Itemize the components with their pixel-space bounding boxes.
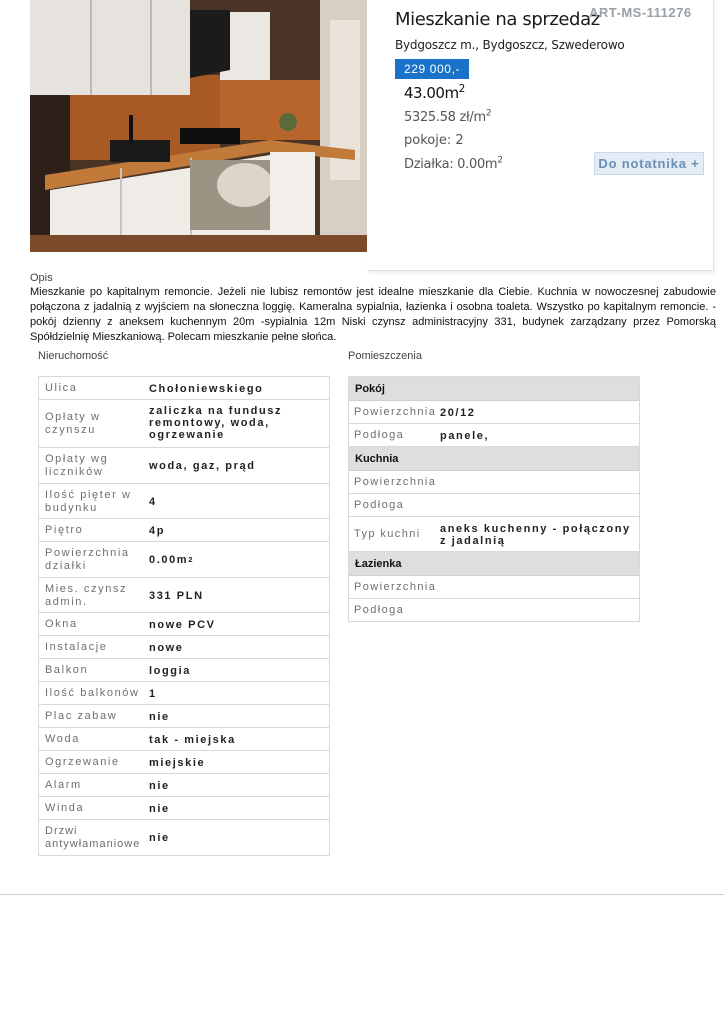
table-row xyxy=(349,401,639,424)
table-row xyxy=(349,599,639,622)
table-row xyxy=(39,542,329,578)
listing-area xyxy=(404,84,465,102)
table-row xyxy=(349,494,639,517)
room-group-header: Łazienka xyxy=(349,552,639,576)
table-row xyxy=(349,424,639,447)
row-value: aneks kuchenny - połączony z jadalnią xyxy=(440,522,631,547)
listing-photo[interactable] xyxy=(30,0,367,252)
table-row xyxy=(39,820,329,856)
rooms-table xyxy=(348,376,640,622)
ppm-exp: 2 xyxy=(485,108,492,119)
table-row xyxy=(39,797,329,820)
listing-location: Bydgoszcz m., Bydgoszcz, Szwederowo xyxy=(395,38,625,52)
row-key: Winda xyxy=(45,802,85,814)
row-key: Balkon xyxy=(45,664,89,676)
listing-reference: ART-MS-111276 xyxy=(589,5,692,20)
rooms-heading: Pomieszczenia xyxy=(348,350,422,362)
plot-area xyxy=(404,157,503,172)
property-heading: Nieruchomość xyxy=(38,350,109,362)
row-value: nowe PCV xyxy=(149,618,216,631)
row-key: Mies. czynsz admin. xyxy=(45,582,128,608)
row-key: Plac zabaw xyxy=(45,710,118,722)
plot-value-text: 0.00m xyxy=(149,554,189,566)
row-value xyxy=(437,494,639,516)
row-key: Opłaty w czynszu xyxy=(45,411,101,436)
table-row xyxy=(39,636,329,659)
row-value: nie xyxy=(149,802,170,815)
row-value: nie xyxy=(149,832,170,844)
row-value: nowe xyxy=(149,641,184,654)
area-exp: 2 xyxy=(458,83,465,95)
table-row xyxy=(39,751,329,774)
row-value: nie xyxy=(149,779,170,792)
row-key: Piętro xyxy=(45,524,84,536)
table-row xyxy=(39,659,329,682)
row-key: Powierzchnia xyxy=(354,581,437,593)
table-row xyxy=(39,377,329,400)
row-value: 4p xyxy=(149,524,166,537)
row-key: Powierzchnia xyxy=(354,476,437,488)
area-value: 43.00m xyxy=(404,84,459,102)
room-group-header: Kuchnia xyxy=(349,447,639,471)
row-key: Typ kuchni xyxy=(354,528,421,540)
kitchen-photo-image xyxy=(30,0,367,252)
description-text: Mieszkanie po kapitalnym remoncie. Jeżeli nie lubisz remontów jest idealne mieszkanie dla Ciebie. Kuchnia w nowoczesnej zabudowie połączona z jadalnią z wyjściem na słoneczna loggię. Kameralna sypialnia, łazienka i osobna toaleta. Wszystko po kapitalnym remoncie. - pokój dzienny z aneksem kuchennym 20m -sypialnia 12m Niski czynsz administracyjny 331, budynek zarządzany przez Pomorską Spółdzielnię Mieszkaniową. Polecam mieszkanie pełne słońca. xyxy=(30,286,716,343)
add-to-notebook-button[interactable]: Do notatnika + xyxy=(594,152,704,175)
table-row xyxy=(39,774,329,797)
row-key: Podłoga xyxy=(354,604,405,616)
price-badge: 229 000,- xyxy=(395,59,469,79)
table-row xyxy=(39,705,329,728)
plot-exp: 2 xyxy=(497,155,503,166)
price-per-m2 xyxy=(404,110,491,125)
row-key: Powierzchnia działki xyxy=(45,547,130,572)
table-row xyxy=(39,400,329,448)
table-row xyxy=(349,471,639,494)
table-row xyxy=(39,448,329,484)
table-row xyxy=(349,517,639,552)
row-value: zaliczka na fundusz remontowy, woda, ogrzewanie xyxy=(149,405,283,441)
row-value: woda, gaz, prąd xyxy=(149,460,256,472)
footer-divider xyxy=(0,894,724,895)
row-key: Ilość pięter w budynku xyxy=(45,488,132,514)
row-value: nie xyxy=(149,710,170,723)
row-value xyxy=(437,599,639,621)
row-key: Powierzchnia xyxy=(354,406,437,418)
row-key: Podłoga xyxy=(354,429,405,441)
table-row xyxy=(39,578,329,613)
table-row xyxy=(39,484,329,519)
row-key: Ogrzewanie xyxy=(45,756,120,768)
table-row xyxy=(39,682,329,705)
row-value: tak - miejska xyxy=(149,733,236,746)
row-value: panele, xyxy=(440,429,490,442)
row-value xyxy=(437,576,639,598)
row-key: Instalacje xyxy=(45,641,108,653)
row-value: 4 xyxy=(149,495,157,508)
row-key: Drzwi antywłamaniowe xyxy=(45,825,141,850)
table-row xyxy=(349,576,639,599)
table-row xyxy=(39,613,329,636)
row-key: Ilość balkonów xyxy=(45,687,140,699)
plot-value: Działka: 0.00m xyxy=(404,157,498,172)
description-label: Opis xyxy=(30,272,53,284)
row-key: Podłoga xyxy=(354,499,405,511)
room-count: pokoje: 2 xyxy=(404,133,464,148)
row-value: loggia xyxy=(149,664,191,677)
ppm-value: 5325.58 zł/m xyxy=(404,110,486,125)
row-value: 1 xyxy=(149,687,157,700)
row-key: Alarm xyxy=(45,779,82,791)
row-value: 20/12 xyxy=(440,406,476,419)
room-group-header: Pokój xyxy=(349,377,639,401)
row-value: 0.00m 2 xyxy=(149,554,195,566)
row-key: Woda xyxy=(45,733,80,745)
table-row xyxy=(39,728,329,751)
listing-title: Mieszkanie na sprzedaż xyxy=(395,9,600,30)
row-value: 331 PLN xyxy=(149,589,204,602)
row-value: miejskie xyxy=(149,756,206,769)
row-value: Chołoniewskiego xyxy=(149,382,264,395)
row-key: Ulica xyxy=(45,382,78,394)
row-key: Okna xyxy=(45,618,78,630)
row-value xyxy=(437,471,639,493)
table-row xyxy=(39,519,329,542)
row-key: Opłaty wg liczników xyxy=(45,453,109,478)
property-table xyxy=(38,376,330,856)
